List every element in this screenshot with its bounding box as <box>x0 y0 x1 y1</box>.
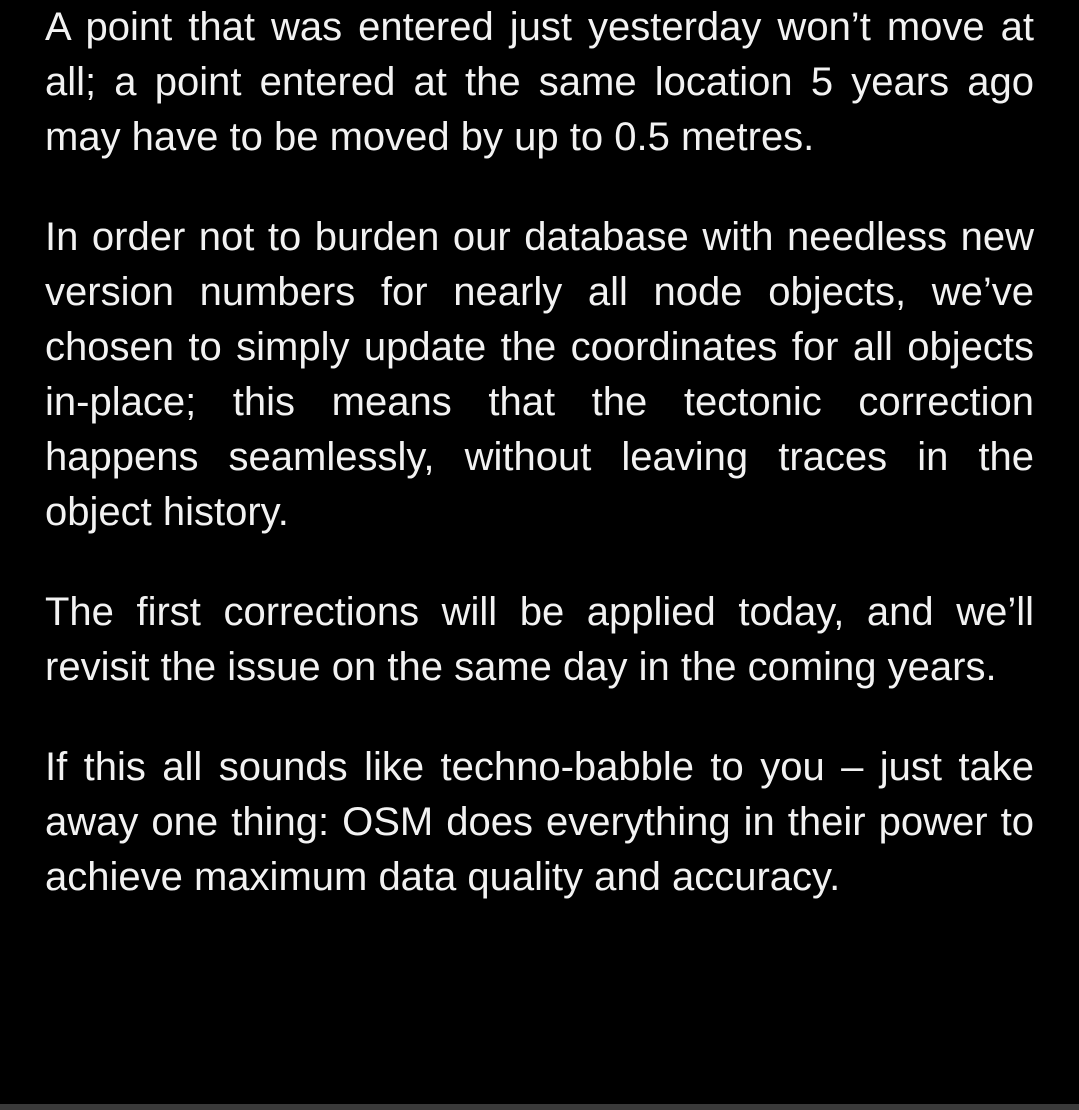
paragraph-summary: If this all sounds like techno-babble to you – just take away one thing: OSM does everything in their power to achieve maximum data quality and accuracy. <box>45 745 1034 899</box>
paragraph-in-place-update: In order not to burden our database with needless new version numbers for nearly all node objects, we’ve chosen to simply update the coordinates for all objects in-place; this means that the tectonic correction happens seamlessly, without leaving traces in the object history. <box>45 215 1034 534</box>
bottom-bar <box>0 1104 1079 1110</box>
paragraph-tectonic-movement: A point that was entered just yesterday won’t move at all; a point entered at the same location 5 years ago may have to be moved by up to 0.5 metres. <box>45 5 1034 159</box>
article-body <box>45 0 1034 905</box>
paragraph-first-corrections: The first corrections will be applied today, and we’ll revisit the issue on the same day in the coming years. <box>45 590 1034 689</box>
